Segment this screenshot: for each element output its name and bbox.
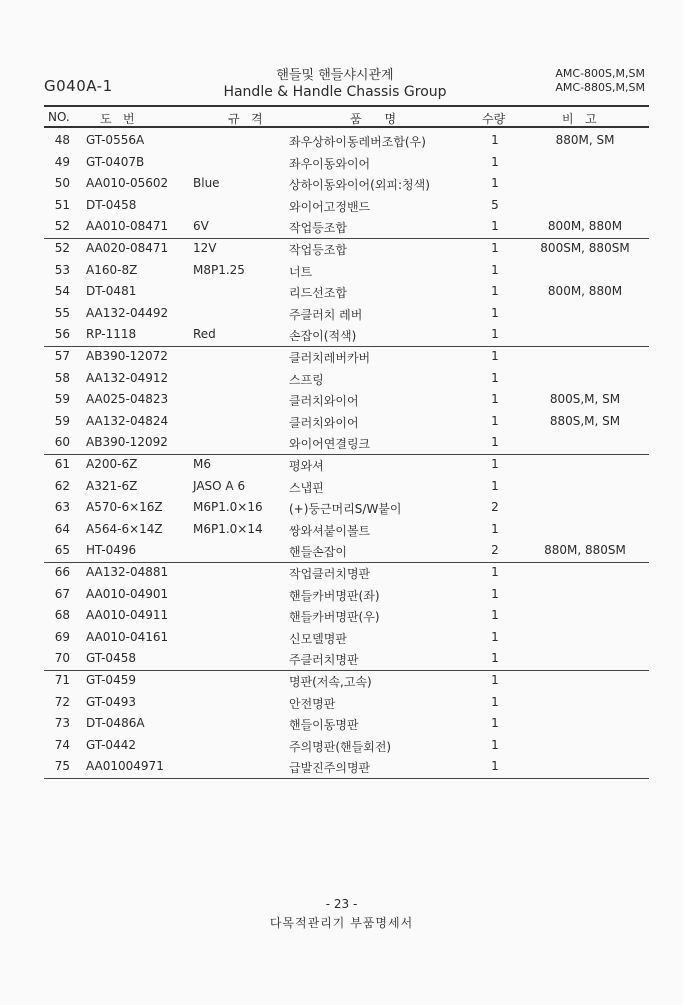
cell-qty: 1 xyxy=(491,673,499,687)
cell-part-no: A564-6×14Z xyxy=(86,521,163,536)
cell-no: 65 xyxy=(54,543,70,558)
table-row xyxy=(0,198,683,220)
cell-no: 59 xyxy=(54,392,70,407)
cell-no: 63 xyxy=(54,500,70,515)
cell-remark: 800M, 880M xyxy=(547,219,623,234)
cell-name: 스냅핀 xyxy=(289,480,324,495)
cell-part-no: A200-6Z xyxy=(86,457,138,471)
cell-name: 주의명판(핸들회전) xyxy=(289,739,392,754)
table-row xyxy=(0,155,683,177)
cell-no: 52 xyxy=(54,241,70,255)
cell-qty: 1 xyxy=(491,349,499,363)
cell-qty: 1 xyxy=(491,133,499,147)
cell-name: 핸들이동명판 xyxy=(289,718,359,733)
cell-name: 좌우상하이동레버조합(우) xyxy=(289,135,426,149)
header-top-rule xyxy=(44,105,649,107)
cell-qty: 1 xyxy=(491,608,499,623)
model-line-1: AMC-800S,M,SM xyxy=(555,67,645,80)
cell-name: 작업클러치명판 xyxy=(289,567,371,581)
cell-no: 61 xyxy=(54,457,70,471)
cell-no: 50 xyxy=(54,176,70,191)
table-row xyxy=(0,608,683,630)
cell-no: 59 xyxy=(54,413,70,428)
group-code: G040A-1 xyxy=(44,77,113,95)
table-row xyxy=(0,500,683,522)
table-row xyxy=(0,695,683,717)
cell-qty: 1 xyxy=(491,435,499,450)
cell-remark: 800S,M, SM xyxy=(549,392,621,407)
cell-qty: 5 xyxy=(491,197,499,212)
cell-qty: 1 xyxy=(491,284,499,299)
page-number: - 23 - xyxy=(325,897,358,911)
cell-qty: 1 xyxy=(491,413,499,428)
cell-spec: 12V xyxy=(193,241,217,255)
cell-part-no: A321-6Z xyxy=(86,478,138,493)
book-title: 다목적관리기 부품명세서 xyxy=(269,916,414,930)
cell-name: 리드선조합 xyxy=(289,286,347,301)
cell-part-no: GT-0442 xyxy=(86,737,136,752)
table-row xyxy=(0,738,683,760)
table-row xyxy=(0,371,683,393)
model-line-2: AMC-880S,M,SM xyxy=(555,81,645,94)
cell-part-no: GT-0493 xyxy=(86,694,136,709)
cell-remark: 800M, 880M xyxy=(547,284,623,299)
cell-qty: 1 xyxy=(491,262,499,277)
cell-part-no: GT-0407B xyxy=(86,154,145,169)
col-header-name: 품 명 xyxy=(350,112,397,126)
cell-part-no: AA010-04161 xyxy=(86,629,169,644)
cell-qty: 1 xyxy=(491,219,499,234)
table-row xyxy=(0,176,683,198)
table-row xyxy=(0,457,683,479)
cell-no: 68 xyxy=(54,608,70,623)
table-row xyxy=(0,522,683,544)
table-row xyxy=(0,587,683,609)
cell-part-no: AA010-04911 xyxy=(86,608,169,623)
cell-no: 53 xyxy=(54,262,70,277)
cell-name: 쌍와셔붙이볼트 xyxy=(289,523,371,538)
cell-no: 73 xyxy=(54,716,70,731)
cell-spec: M6P1.0×14 xyxy=(193,521,263,536)
cell-no: 54 xyxy=(54,284,70,299)
cell-remark: 880M, SM xyxy=(555,133,615,147)
cell-qty: 1 xyxy=(491,737,499,752)
table-row xyxy=(0,630,683,652)
cell-name: 작업등조합 xyxy=(289,243,347,257)
cell-no: 67 xyxy=(54,586,70,601)
cell-spec: JASO A 6 xyxy=(193,478,246,493)
cell-part-no: GT-0458 xyxy=(86,651,136,666)
cell-qty: 1 xyxy=(491,521,499,536)
cell-name: 주클러치명판 xyxy=(289,653,359,668)
cell-name: 상하이동와이어(외피:청색) xyxy=(289,178,430,193)
cell-name: 급발진주의명판 xyxy=(289,761,371,776)
cell-no: 74 xyxy=(54,737,70,752)
cell-qty: 1 xyxy=(491,176,499,191)
cell-no: 52 xyxy=(54,219,70,234)
cell-no: 48 xyxy=(54,133,70,147)
title-korean: 핸들및 핸들샤시관계 xyxy=(276,68,394,83)
cell-no: 51 xyxy=(54,197,70,212)
cell-qty: 1 xyxy=(491,651,499,666)
cell-remark: 880M, 880SM xyxy=(544,543,626,558)
cell-part-no: GT-0459 xyxy=(86,673,136,687)
col-header-part-no: 도 번 xyxy=(100,112,135,126)
table-row xyxy=(0,263,683,285)
table-row xyxy=(0,349,683,371)
cell-name: 클러치와이어 xyxy=(289,415,359,430)
cell-part-no: HT-0496 xyxy=(86,543,137,558)
table-row xyxy=(0,284,683,306)
cell-name: 스프링 xyxy=(289,372,324,387)
cell-no: 49 xyxy=(54,154,70,169)
cell-part-no: AA01004971 xyxy=(86,759,164,774)
group-divider xyxy=(44,778,649,779)
cell-qty: 2 xyxy=(491,500,499,515)
cell-name: 좌우이동와이어 xyxy=(289,156,371,171)
cell-name: 작업등조합 xyxy=(289,221,347,236)
cell-no: 70 xyxy=(54,651,70,666)
cell-no: 55 xyxy=(54,305,70,320)
cell-part-no: AA132-04912 xyxy=(86,370,169,385)
cell-part-no: AA132-04824 xyxy=(86,413,169,428)
cell-part-no: AA010-05602 xyxy=(86,176,169,191)
table-row xyxy=(0,392,683,414)
cell-qty: 1 xyxy=(491,241,499,255)
cell-qty: 1 xyxy=(491,457,499,471)
cell-name: 클러치와이어 xyxy=(289,394,359,409)
cell-part-no: GT-0556A xyxy=(86,133,145,147)
cell-name: 핸들카버명판(우) xyxy=(289,610,380,625)
cell-remark: 880S,M, SM xyxy=(549,413,621,428)
cell-part-no: DT-0481 xyxy=(86,284,137,299)
cell-no: 62 xyxy=(54,478,70,493)
cell-name: 와이어고정밴드 xyxy=(289,199,371,214)
cell-qty: 1 xyxy=(491,565,499,579)
cell-name: 핸들카버명판(좌) xyxy=(289,588,380,603)
title-english: Handle & Handle Chassis Group xyxy=(223,84,447,100)
cell-qty: 1 xyxy=(491,586,499,601)
cell-part-no: AA020-08471 xyxy=(86,241,169,255)
cell-qty: 2 xyxy=(491,543,499,558)
col-header-spec: 규 격 xyxy=(228,112,263,126)
cell-name: 주클러치 레버 xyxy=(289,307,363,322)
table-row xyxy=(0,306,683,328)
group-divider xyxy=(44,346,649,347)
cell-no: 56 xyxy=(54,327,70,342)
cell-qty: 1 xyxy=(491,392,499,407)
col-header-remark: 비 고 xyxy=(562,112,597,126)
cell-part-no: RP-1118 xyxy=(86,327,137,342)
table-row xyxy=(0,479,683,501)
cell-qty: 1 xyxy=(491,370,499,385)
group-divider xyxy=(44,454,649,455)
cell-spec: M6P1.0×16 xyxy=(193,500,263,515)
cell-spec: M8P1.25 xyxy=(193,262,245,277)
cell-name: 손잡이(적색) xyxy=(289,329,357,344)
col-header-qty: 수량 xyxy=(482,112,506,126)
cell-part-no: AA132-04492 xyxy=(86,305,169,320)
table-row xyxy=(0,565,683,587)
group-divider xyxy=(44,670,649,671)
cell-qty: 1 xyxy=(491,716,499,731)
cell-name: 신모델명판 xyxy=(289,631,347,646)
cell-no: 72 xyxy=(54,694,70,709)
cell-qty: 1 xyxy=(491,305,499,320)
cell-name: (+)둥근머리S/W붙이 xyxy=(289,502,402,517)
cell-no: 60 xyxy=(54,435,70,450)
cell-spec: 6V xyxy=(193,219,209,234)
cell-spec: Red xyxy=(193,327,216,342)
cell-part-no: DT-0458 xyxy=(86,197,137,212)
cell-name: 클러치레버카버 xyxy=(289,351,371,365)
cell-no: 64 xyxy=(54,521,70,536)
cell-no: 57 xyxy=(54,349,70,363)
cell-name: 명판(저속,고속) xyxy=(289,675,372,689)
cell-qty: 1 xyxy=(491,327,499,342)
col-header-no: NO. xyxy=(48,110,70,124)
cell-remark: 800SM, 880SM xyxy=(540,241,630,255)
cell-name: 안전명판 xyxy=(289,696,336,711)
cell-part-no: AA132-04881 xyxy=(86,565,169,579)
cell-name: 핸들손잡이 xyxy=(289,545,347,560)
table-row xyxy=(0,241,683,263)
cell-part-no: AA025-04823 xyxy=(86,392,169,407)
cell-name: 너트 xyxy=(289,264,313,279)
cell-spec: Blue xyxy=(193,176,220,191)
cell-part-no: A570-6×16Z xyxy=(86,500,163,515)
header-bottom-rule xyxy=(44,126,649,128)
cell-part-no: AA010-04901 xyxy=(86,586,169,601)
cell-part-no: A160-8Z xyxy=(86,262,138,277)
cell-name: 와이어연결링크 xyxy=(289,437,371,452)
cell-spec: M6 xyxy=(193,457,211,471)
cell-no: 66 xyxy=(54,565,70,579)
cell-qty: 1 xyxy=(491,478,499,493)
cell-part-no: AB390-12092 xyxy=(86,435,168,450)
cell-name: 평와셔 xyxy=(289,459,324,473)
cell-qty: 1 xyxy=(491,694,499,709)
cell-no: 58 xyxy=(54,370,70,385)
cell-no: 71 xyxy=(54,673,70,687)
cell-part-no: AA010-08471 xyxy=(86,219,169,234)
table-row xyxy=(0,716,683,738)
table-row xyxy=(0,673,683,695)
cell-qty: 1 xyxy=(491,154,499,169)
table-row xyxy=(0,133,683,155)
cell-part-no: AB390-12072 xyxy=(86,349,168,363)
cell-qty: 1 xyxy=(491,759,499,774)
cell-no: 75 xyxy=(54,759,70,774)
group-divider xyxy=(44,562,649,563)
cell-part-no: DT-0486A xyxy=(86,716,145,731)
cell-no: 69 xyxy=(54,629,70,644)
group-divider xyxy=(44,238,649,239)
table-row xyxy=(0,414,683,436)
cell-qty: 1 xyxy=(491,629,499,644)
